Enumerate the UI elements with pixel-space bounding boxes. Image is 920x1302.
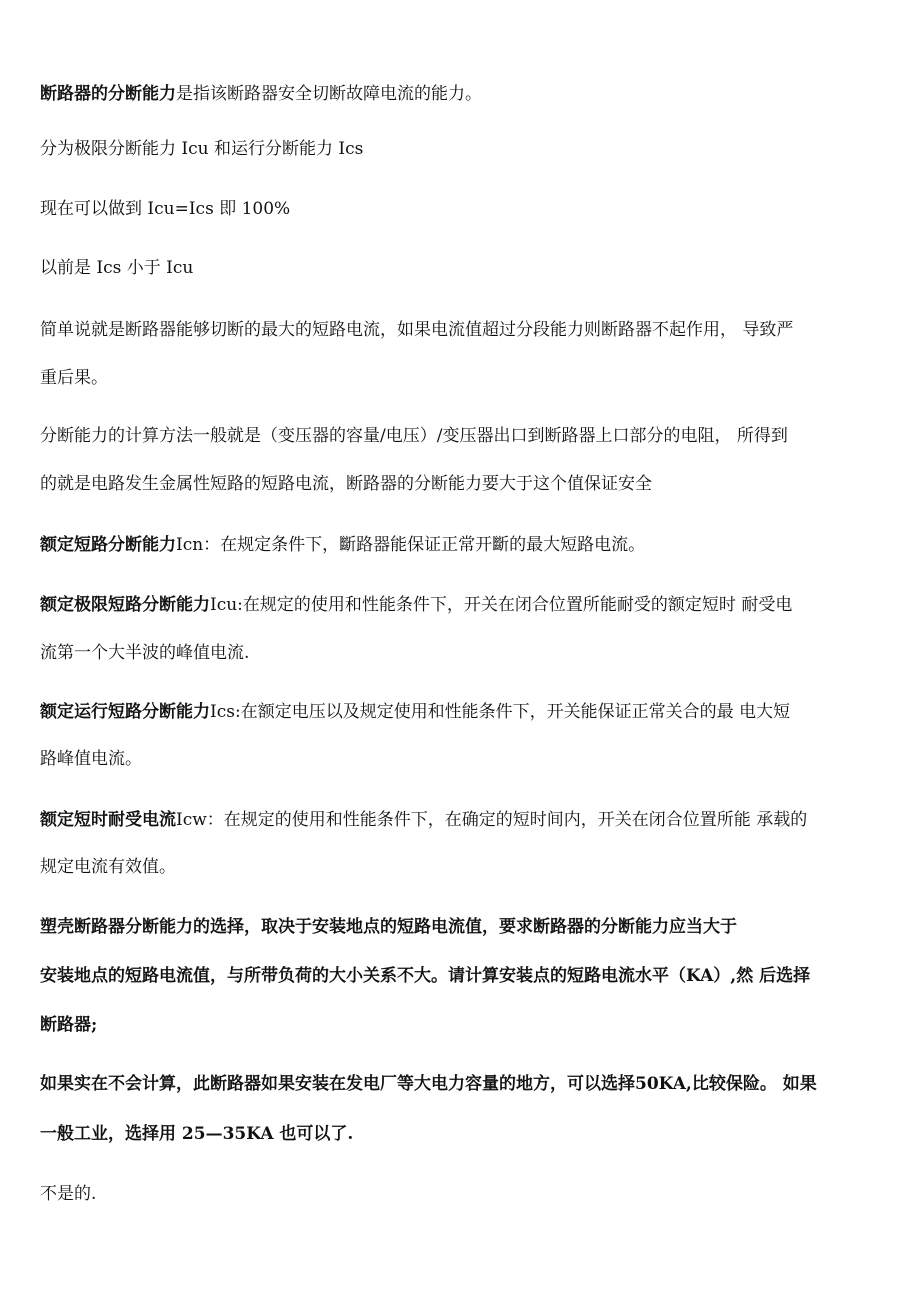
- paragraph-line: [40, 137, 890, 161]
- paragraph-line: [40, 1013, 890, 1037]
- paragraph-line: [40, 256, 890, 280]
- line-text: 是指该断路器安全切断故障电流的能力。: [176, 84, 482, 104]
- paragraph-line: [40, 700, 890, 724]
- paragraph-line: [40, 82, 890, 106]
- bold-term: 塑壳断路器分断能力的选择，取决于安装地点的短路电流值，要求断路器的分断能力应当大于: [40, 917, 737, 937]
- line-text: 现在可以做到 Icu=Ics 即 100%: [40, 199, 291, 219]
- line-text: 的就是电路发生金属性短路的短路电流，断路器的分断能力要大于这个值保证安全: [40, 474, 652, 494]
- paragraph-line: [40, 424, 890, 448]
- paragraph-line: [40, 197, 890, 221]
- bold-term: 断路器;: [40, 1015, 98, 1035]
- line-text: Ics:在额定电压以及规定使用和性能条件下，开关能保证正常关合的最 电大短: [210, 702, 791, 722]
- line-text: Icu:在规定的使用和性能条件下，开关在闭合位置所能耐受的额定短时 耐受电: [210, 595, 793, 615]
- bold-term: 一般工业，选择用 25—35KA 也可以了.: [40, 1124, 354, 1144]
- line-text: Icn：在规定条件下，斷路器能保证正常开斷的最大短路电流。: [176, 535, 646, 555]
- paragraph-line: [40, 1182, 890, 1206]
- bold-term: 额定短时耐受电流: [40, 810, 176, 830]
- paragraph-line: [40, 747, 890, 771]
- paragraph-line: [40, 318, 890, 342]
- paragraph-line: [40, 533, 890, 557]
- paragraph-line: [40, 366, 890, 390]
- paragraph-line: [40, 1072, 890, 1096]
- paragraph-line: [40, 855, 890, 879]
- line-text: 以前是 Ics 小于 Icu: [40, 258, 194, 278]
- bold-term: 额定运行短路分断能力: [40, 702, 210, 722]
- line-text: Icw：在规定的使用和性能条件下，在确定的短时间内，开关在闭合位置所能 承载的: [176, 810, 808, 830]
- bold-term: 如果实在不会计算，此断路器如果安装在发电厂等大电力容量的地方，可以选择50KA,比较保险。 如果: [40, 1074, 817, 1094]
- paragraph-line: [40, 472, 890, 496]
- paragraph-line: [40, 593, 890, 617]
- paragraph-line: [40, 808, 890, 832]
- line-text: 流第一个大半波的峰值电流.: [40, 643, 250, 663]
- paragraph-line: [40, 641, 890, 665]
- paragraph-line: [40, 964, 890, 988]
- bold-term: 额定极限短路分断能力: [40, 595, 210, 615]
- line-text: 分断能力的计算方法一般就是（变压器的容量/电压）/变压器出口到断路器上口部分的电阻， 所得到: [40, 426, 788, 446]
- bold-term: 额定短路分断能力: [40, 535, 176, 555]
- paragraph-line: [40, 915, 890, 939]
- paragraph-line: [40, 1122, 890, 1146]
- bold-term: 安装地点的短路电流值，与所带负荷的大小关系不大。请计算安装点的短路电流水平（KA）,然 后选择: [40, 966, 811, 986]
- line-text: 分为极限分断能力 Icu 和运行分断能力 Ics: [40, 139, 364, 159]
- bold-term: 断路器的分断能力: [40, 84, 176, 104]
- line-text: 规定电流有效值。: [40, 857, 176, 877]
- line-text: 路峰值电流。: [40, 749, 142, 769]
- line-text: 不是的.: [40, 1184, 97, 1204]
- line-text: 简单说就是断路器能够切断的最大的短路电流，如果电流值超过分段能力则断路器不起作用， 导致严: [40, 320, 794, 340]
- line-text: 重后果。: [40, 368, 108, 388]
